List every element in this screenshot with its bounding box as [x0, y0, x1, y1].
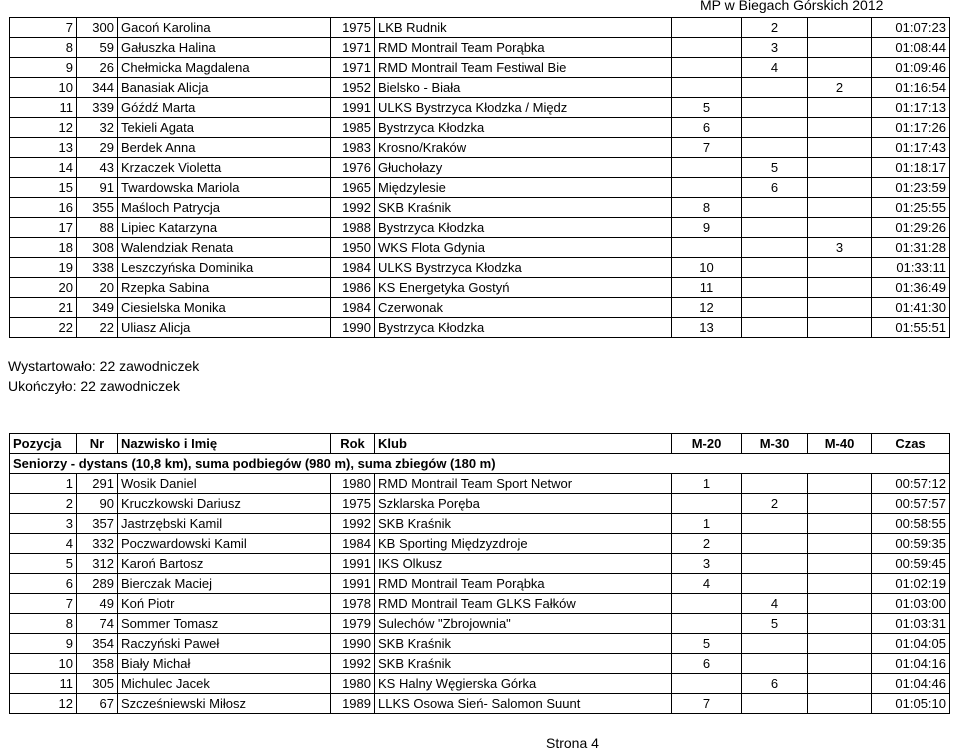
cell-czas: 01:08:44 — [872, 38, 950, 58]
cell-klub: RMD Montrail Team GLKS Fałków — [375, 594, 672, 614]
cell-klub: Bystrzyca Kłodzka — [375, 218, 672, 238]
cell-m40 — [808, 298, 872, 318]
cell-m40 — [808, 554, 872, 574]
cell-m30 — [742, 574, 808, 594]
cell-klub: SKB Kraśnik — [375, 514, 672, 534]
cell-m20: 1 — [672, 514, 742, 534]
cell-m40 — [808, 158, 872, 178]
cell-m40 — [808, 58, 872, 78]
cell-nr: 339 — [77, 98, 118, 118]
cell-nr: 308 — [77, 238, 118, 258]
cell-nr: 88 — [77, 218, 118, 238]
cell-m40 — [808, 218, 872, 238]
cell-nr: 300 — [77, 18, 118, 38]
cell-czas: 01:29:26 — [872, 218, 950, 238]
results-table-seniors — [9, 433, 950, 714]
cell-rok: 1986 — [331, 278, 375, 298]
cell-m30: 4 — [742, 594, 808, 614]
cell-name: Jastrzębski Kamil — [118, 514, 331, 534]
cell-name: Poczwardowski Kamil — [118, 534, 331, 554]
cell-poz: 6 — [10, 574, 77, 594]
cell-czas: 01:36:49 — [872, 278, 950, 298]
cell-m20: 1 — [672, 474, 742, 494]
cell-poz: 11 — [10, 674, 77, 694]
cell-m30 — [742, 218, 808, 238]
cell-poz: 13 — [10, 138, 77, 158]
table-row — [10, 158, 950, 178]
cell-name: Szcześniewski Miłosz — [118, 694, 331, 714]
page-header-title: MP w Biegach Górskich 2012 — [700, 0, 884, 13]
cell-nr: 67 — [77, 694, 118, 714]
cell-m40 — [808, 258, 872, 278]
cell-czas: 01:17:13 — [872, 98, 950, 118]
cell-m20: 8 — [672, 198, 742, 218]
cell-poz: 5 — [10, 554, 77, 574]
cell-nr: 305 — [77, 674, 118, 694]
cell-nr: 357 — [77, 514, 118, 534]
cell-m40 — [808, 198, 872, 218]
cell-nr: 90 — [77, 494, 118, 514]
cell-poz: 18 — [10, 238, 77, 258]
cell-rok: 1990 — [331, 318, 375, 338]
section-title-row — [10, 454, 950, 474]
cell-klub: ULKS Bystrzyca Kłodzka / Międz — [375, 98, 672, 118]
col-header-nr: Nr — [77, 434, 118, 454]
cell-m30 — [742, 118, 808, 138]
started-count: Wystartowało: 22 zawodniczek — [8, 358, 200, 374]
cell-rok: 1976 — [331, 158, 375, 178]
cell-name: Tekieli Agata — [118, 118, 331, 138]
cell-m20 — [672, 58, 742, 78]
cell-poz: 9 — [10, 58, 77, 78]
cell-poz: 20 — [10, 278, 77, 298]
cell-poz: 2 — [10, 494, 77, 514]
cell-rok: 1992 — [331, 514, 375, 534]
cell-m30: 5 — [742, 614, 808, 634]
cell-czas: 01:41:30 — [872, 298, 950, 318]
cell-nr: 344 — [77, 78, 118, 98]
cell-m20 — [672, 38, 742, 58]
cell-m20 — [672, 18, 742, 38]
cell-m20: 12 — [672, 298, 742, 318]
cell-m20: 5 — [672, 634, 742, 654]
cell-m30: 5 — [742, 158, 808, 178]
cell-poz: 10 — [10, 654, 77, 674]
cell-name: Gacoń Karolina — [118, 18, 331, 38]
cell-rok: 1952 — [331, 78, 375, 98]
cell-m40 — [808, 654, 872, 674]
cell-nr: 355 — [77, 198, 118, 218]
cell-m40 — [808, 138, 872, 158]
cell-nr: 358 — [77, 654, 118, 674]
cell-m20: 6 — [672, 654, 742, 674]
cell-klub: RMD Montrail Team Sport Networ — [375, 474, 672, 494]
cell-czas: 00:59:35 — [872, 534, 950, 554]
col-header-rok: Rok — [331, 434, 375, 454]
cell-m30 — [742, 474, 808, 494]
table-row — [10, 278, 950, 298]
table-row — [10, 178, 950, 198]
cell-rok: 1965 — [331, 178, 375, 198]
cell-m40 — [808, 494, 872, 514]
table-row — [10, 554, 950, 574]
cell-czas: 01:07:23 — [872, 18, 950, 38]
cell-czas: 01:18:17 — [872, 158, 950, 178]
cell-rok: 1991 — [331, 98, 375, 118]
cell-klub: KS Halny Węgierska Górka — [375, 674, 672, 694]
cell-czas: 01:17:43 — [872, 138, 950, 158]
cell-m20 — [672, 78, 742, 98]
cell-poz: 10 — [10, 78, 77, 98]
cell-poz: 7 — [10, 594, 77, 614]
cell-m30: 2 — [742, 18, 808, 38]
cell-rok: 1991 — [331, 554, 375, 574]
cell-poz: 15 — [10, 178, 77, 198]
table-row — [10, 614, 950, 634]
table-header-row — [10, 434, 950, 454]
cell-klub: Czerwonak — [375, 298, 672, 318]
cell-rok: 1992 — [331, 654, 375, 674]
table-row — [10, 298, 950, 318]
cell-klub: Szklarska Poręba — [375, 494, 672, 514]
cell-m30 — [742, 298, 808, 318]
cell-rok: 1985 — [331, 118, 375, 138]
summary-notes — [8, 356, 199, 396]
cell-m30: 2 — [742, 494, 808, 514]
cell-rok: 1992 — [331, 198, 375, 218]
cell-rok: 1975 — [331, 18, 375, 38]
cell-rok: 1990 — [331, 634, 375, 654]
table-row — [10, 118, 950, 138]
cell-m40 — [808, 278, 872, 298]
cell-m20 — [672, 238, 742, 258]
cell-name: Krzaczek Violetta — [118, 158, 331, 178]
cell-poz: 19 — [10, 258, 77, 278]
cell-m20: 2 — [672, 534, 742, 554]
cell-poz: 7 — [10, 18, 77, 38]
cell-klub: RMD Montrail Team Festiwal Bie — [375, 58, 672, 78]
cell-name: Wosik Daniel — [118, 474, 331, 494]
cell-name: Berdek Anna — [118, 138, 331, 158]
cell-m40 — [808, 18, 872, 38]
cell-klub: LKB Rudnik — [375, 18, 672, 38]
cell-m20: 11 — [672, 278, 742, 298]
cell-rok: 1980 — [331, 474, 375, 494]
cell-m40 — [808, 674, 872, 694]
cell-poz: 22 — [10, 318, 77, 338]
cell-m30 — [742, 654, 808, 674]
cell-klub: WKS Flota Gdynia — [375, 238, 672, 258]
cell-rok: 1980 — [331, 674, 375, 694]
cell-czas: 00:59:45 — [872, 554, 950, 574]
col-header-klub: Klub — [375, 434, 672, 454]
cell-name: Góźdź Marta — [118, 98, 331, 118]
table-row — [10, 198, 950, 218]
table-row — [10, 674, 950, 694]
cell-nr: 291 — [77, 474, 118, 494]
cell-rok: 1978 — [331, 594, 375, 614]
cell-rok: 1984 — [331, 298, 375, 318]
cell-name: Lipiec Katarzyna — [118, 218, 331, 238]
cell-m30 — [742, 514, 808, 534]
table-row — [10, 258, 950, 278]
cell-m20: 6 — [672, 118, 742, 138]
cell-poz: 4 — [10, 534, 77, 554]
cell-nr: 349 — [77, 298, 118, 318]
cell-czas: 01:04:05 — [872, 634, 950, 654]
cell-czas: 00:57:57 — [872, 494, 950, 514]
table-row — [10, 594, 950, 614]
cell-name: Raczyński Paweł — [118, 634, 331, 654]
cell-czas: 01:25:55 — [872, 198, 950, 218]
cell-nr: 91 — [77, 178, 118, 198]
cell-klub: Głuchołazy — [375, 158, 672, 178]
cell-klub: IKS Olkusz — [375, 554, 672, 574]
cell-name: Sommer Tomasz — [118, 614, 331, 634]
cell-czas: 01:04:16 — [872, 654, 950, 674]
cell-name: Ciesielska Monika — [118, 298, 331, 318]
cell-nr: 26 — [77, 58, 118, 78]
cell-m30 — [742, 318, 808, 338]
cell-name: Leszczyńska Dominika — [118, 258, 331, 278]
cell-m40 — [808, 98, 872, 118]
cell-m20 — [672, 674, 742, 694]
cell-nr: 59 — [77, 38, 118, 58]
cell-m30 — [742, 198, 808, 218]
cell-rok: 1991 — [331, 574, 375, 594]
cell-czas: 01:55:51 — [872, 318, 950, 338]
cell-m30 — [742, 534, 808, 554]
cell-m30 — [742, 98, 808, 118]
cell-m30: 4 — [742, 58, 808, 78]
table-row — [10, 694, 950, 714]
col-header-czas: Czas — [872, 434, 950, 454]
cell-m40 — [808, 614, 872, 634]
cell-nr: 29 — [77, 138, 118, 158]
cell-nr: 32 — [77, 118, 118, 138]
cell-m40: 2 — [808, 78, 872, 98]
table-row — [10, 474, 950, 494]
cell-rok: 1984 — [331, 534, 375, 554]
cell-klub: KS Energetyka Gostyń — [375, 278, 672, 298]
cell-nr: 332 — [77, 534, 118, 554]
results-table-women — [9, 17, 950, 338]
cell-poz: 21 — [10, 298, 77, 318]
cell-name: Maśloch Patrycja — [118, 198, 331, 218]
cell-rok: 1975 — [331, 494, 375, 514]
cell-m40 — [808, 118, 872, 138]
cell-klub: SKB Kraśnik — [375, 634, 672, 654]
cell-m20: 9 — [672, 218, 742, 238]
cell-m40 — [808, 574, 872, 594]
cell-czas: 01:03:00 — [872, 594, 950, 614]
cell-rok: 1988 — [331, 218, 375, 238]
cell-m40 — [808, 534, 872, 554]
cell-name: Uliasz Alicja — [118, 318, 331, 338]
cell-m20 — [672, 594, 742, 614]
cell-nr: 312 — [77, 554, 118, 574]
table-row — [10, 218, 950, 238]
cell-klub: Bystrzyca Kłodzka — [375, 118, 672, 138]
cell-m20 — [672, 494, 742, 514]
table-row — [10, 534, 950, 554]
cell-czas: 01:05:10 — [872, 694, 950, 714]
table-row — [10, 634, 950, 654]
cell-m40 — [808, 514, 872, 534]
cell-m30 — [742, 694, 808, 714]
cell-poz: 16 — [10, 198, 77, 218]
table-row — [10, 138, 950, 158]
table-row — [10, 238, 950, 258]
cell-m30: 6 — [742, 674, 808, 694]
cell-rok: 1983 — [331, 138, 375, 158]
cell-m20: 7 — [672, 138, 742, 158]
cell-nr: 22 — [77, 318, 118, 338]
cell-czas: 00:58:55 — [872, 514, 950, 534]
cell-poz: 12 — [10, 118, 77, 138]
cell-m40 — [808, 474, 872, 494]
cell-m40 — [808, 594, 872, 614]
cell-poz: 8 — [10, 614, 77, 634]
cell-name: Bierczak Maciej — [118, 574, 331, 594]
cell-czas: 01:16:54 — [872, 78, 950, 98]
cell-m30 — [742, 78, 808, 98]
cell-m20 — [672, 158, 742, 178]
cell-czas: 01:33:11 — [872, 258, 950, 278]
table-row — [10, 18, 950, 38]
table-row — [10, 494, 950, 514]
cell-m30 — [742, 634, 808, 654]
cell-poz: 1 — [10, 474, 77, 494]
cell-name: Karoń Bartosz — [118, 554, 331, 574]
cell-rok: 1971 — [331, 38, 375, 58]
cell-rok: 1979 — [331, 614, 375, 634]
cell-klub: SKB Kraśnik — [375, 654, 672, 674]
cell-czas: 01:02:19 — [872, 574, 950, 594]
cell-m30 — [742, 238, 808, 258]
cell-m30 — [742, 138, 808, 158]
cell-name: Koń Piotr — [118, 594, 331, 614]
cell-nr: 354 — [77, 634, 118, 654]
cell-m20: 4 — [672, 574, 742, 594]
cell-rok: 1984 — [331, 258, 375, 278]
cell-czas: 01:31:28 — [872, 238, 950, 258]
cell-czas: 01:04:46 — [872, 674, 950, 694]
cell-m20: 13 — [672, 318, 742, 338]
table-row — [10, 574, 950, 594]
cell-m20 — [672, 614, 742, 634]
cell-m40 — [808, 178, 872, 198]
table-row — [10, 98, 950, 118]
cell-poz: 8 — [10, 38, 77, 58]
cell-czas: 01:03:31 — [872, 614, 950, 634]
table-row — [10, 654, 950, 674]
table-row — [10, 514, 950, 534]
cell-m20: 3 — [672, 554, 742, 574]
cell-nr: 338 — [77, 258, 118, 278]
col-header-m40: M-40 — [808, 434, 872, 454]
cell-name: Gałuszka Halina — [118, 38, 331, 58]
cell-klub: SKB Kraśnik — [375, 198, 672, 218]
cell-klub: Międzylesie — [375, 178, 672, 198]
cell-name: Banasiak Alicja — [118, 78, 331, 98]
col-header-name: Nazwisko i Imię — [118, 434, 331, 454]
col-header-pozycja: Pozycja — [10, 434, 77, 454]
cell-nr: 43 — [77, 158, 118, 178]
cell-m40 — [808, 694, 872, 714]
cell-name: Chełmicka Magdalena — [118, 58, 331, 78]
cell-m40 — [808, 38, 872, 58]
cell-m30 — [742, 258, 808, 278]
cell-m40 — [808, 318, 872, 338]
cell-klub: Sulechów "Zbrojownia" — [375, 614, 672, 634]
cell-poz: 3 — [10, 514, 77, 534]
cell-klub: ULKS Bystrzyca Kłodzka — [375, 258, 672, 278]
cell-m20 — [672, 178, 742, 198]
cell-name: Twardowska Mariola — [118, 178, 331, 198]
cell-m20: 7 — [672, 694, 742, 714]
cell-m20: 10 — [672, 258, 742, 278]
section-title: Seniorzy - dystans (10,8 km), suma podbiegów (980 m), suma zbiegów (180 m) — [10, 454, 950, 474]
cell-klub: Bielsko - Biała — [375, 78, 672, 98]
cell-klub: RMD Montrail Team Porąbka — [375, 574, 672, 594]
cell-nr: 20 — [77, 278, 118, 298]
cell-nr: 74 — [77, 614, 118, 634]
cell-nr: 289 — [77, 574, 118, 594]
cell-czas: 01:17:26 — [872, 118, 950, 138]
cell-name: Walendziak Renata — [118, 238, 331, 258]
cell-m40: 3 — [808, 238, 872, 258]
cell-m30: 6 — [742, 178, 808, 198]
cell-poz: 12 — [10, 694, 77, 714]
cell-name: Biały Michał — [118, 654, 331, 674]
cell-name: Rzepka Sabina — [118, 278, 331, 298]
cell-rok: 1971 — [331, 58, 375, 78]
cell-klub: LLKS Osowa Sień- Salomon Suunt — [375, 694, 672, 714]
cell-klub: Krosno/Kraków — [375, 138, 672, 158]
table-row — [10, 78, 950, 98]
cell-klub: RMD Montrail Team Porąbka — [375, 38, 672, 58]
cell-rok: 1989 — [331, 694, 375, 714]
cell-poz: 17 — [10, 218, 77, 238]
cell-czas: 01:09:46 — [872, 58, 950, 78]
col-header-m20: M-20 — [672, 434, 742, 454]
cell-m30 — [742, 554, 808, 574]
cell-poz: 9 — [10, 634, 77, 654]
cell-rok: 1950 — [331, 238, 375, 258]
cell-m30: 3 — [742, 38, 808, 58]
cell-klub: KB Sporting Międzyzdroje — [375, 534, 672, 554]
table-row — [10, 58, 950, 78]
cell-m40 — [808, 634, 872, 654]
cell-name: Kruczkowski Dariusz — [118, 494, 331, 514]
cell-czas: 00:57:12 — [872, 474, 950, 494]
page-footer: Strona 4 — [546, 735, 599, 751]
cell-name: Michulec Jacek — [118, 674, 331, 694]
cell-m30 — [742, 278, 808, 298]
cell-nr: 49 — [77, 594, 118, 614]
table-row — [10, 318, 950, 338]
cell-m20: 5 — [672, 98, 742, 118]
cell-poz: 14 — [10, 158, 77, 178]
cell-czas: 01:23:59 — [872, 178, 950, 198]
cell-klub: Bystrzyca Kłodzka — [375, 318, 672, 338]
col-header-m30: M-30 — [742, 434, 808, 454]
table-row — [10, 38, 950, 58]
cell-poz: 11 — [10, 98, 77, 118]
finished-count: Ukończyło: 22 zawodniczek — [8, 378, 180, 394]
